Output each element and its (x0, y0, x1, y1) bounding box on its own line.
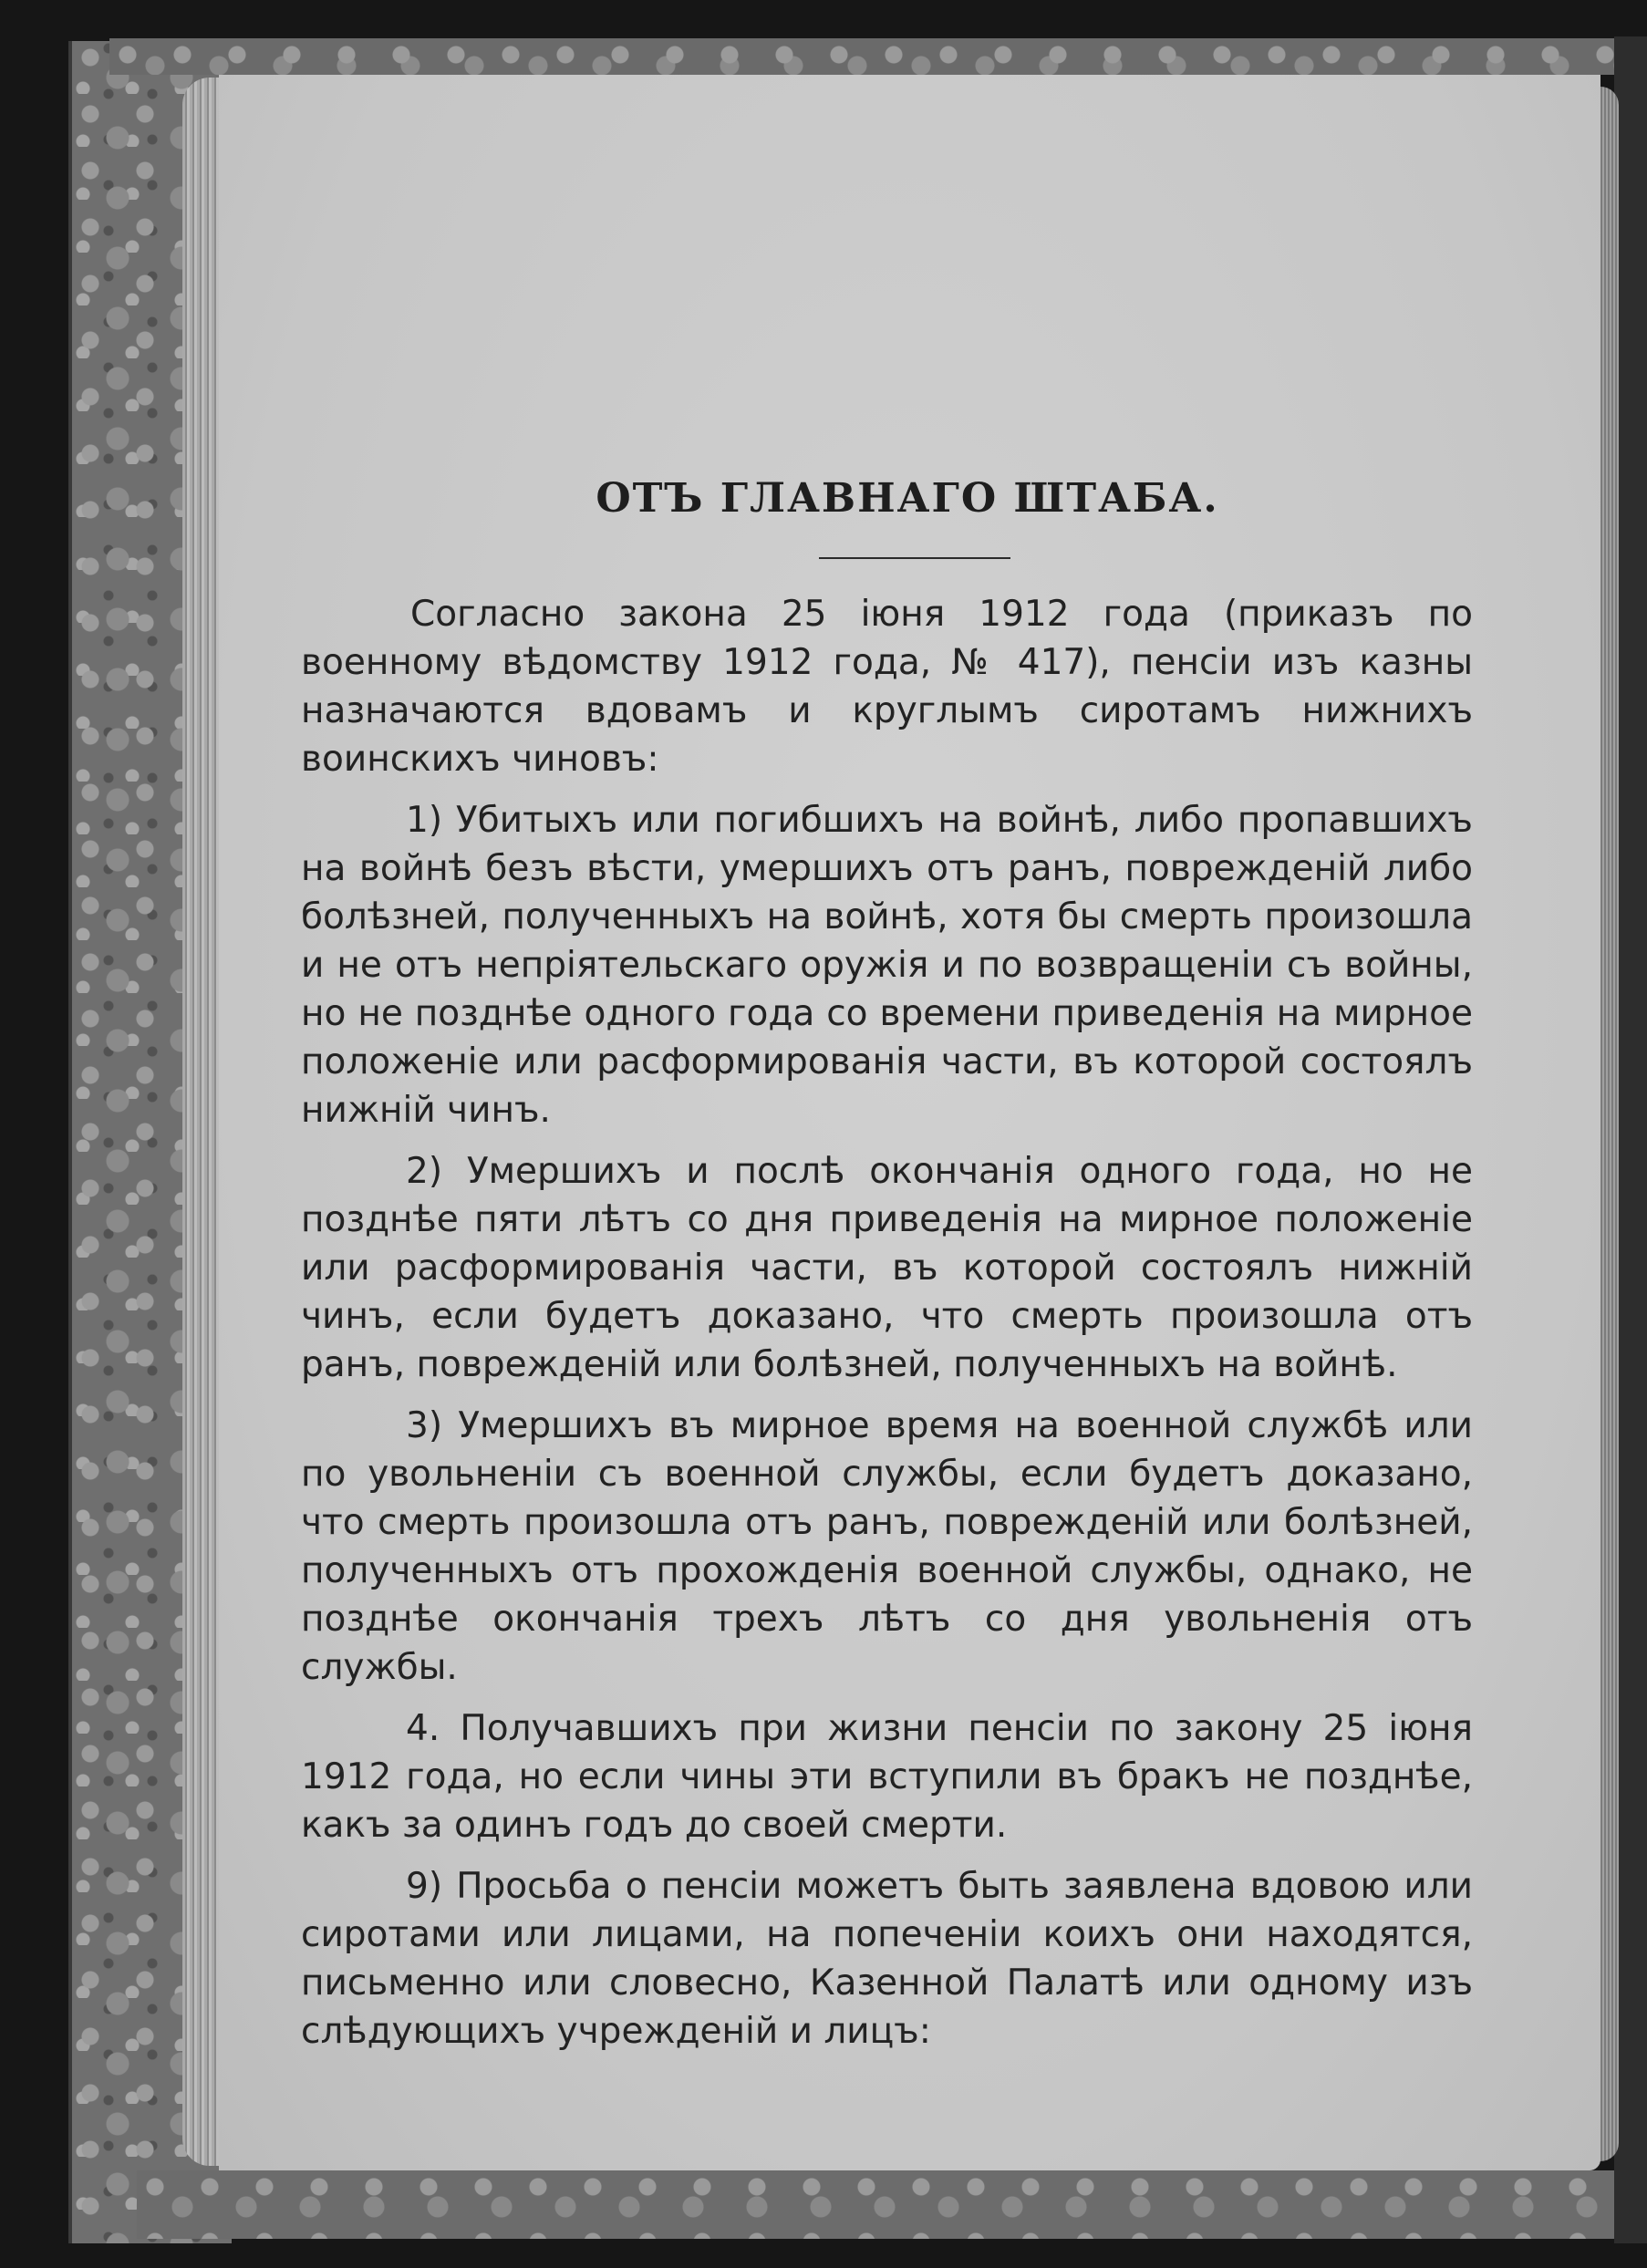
paragraph-item-4: 4. Получавшихъ при жизни пенсіи по закону 25 іюня 1912 года, но если чины эти вступили въ бракъ не позднѣе, какъ за одинъ годъ до своей смерти. (301, 1708, 1473, 1846)
paragraph-item-3: 3) Умершихъ въ мирное время на военной службѣ или по увольненіи съ военной службы, если будетъ доказано, что смерть произошла отъ ранъ, поврежденій или болѣзней, полученныхъ отъ прохожденія военной службы, однако, не позднѣе окончанія трехъ лѣтъ со дня увольненія отъ службы. (301, 1405, 1473, 1688)
paragraph-intro: Согласно закона 25 іюня 1912 года (приказъ по военному вѣдомству 1912 года, № 417), пенсіи изъ казны назначаются вдовамъ и круглымъ сиротамъ нижнихъ воинскихъ чиновъ: (301, 594, 1473, 780)
page-heading: ОТЪ ГЛАВНАГО ШТАБА. (596, 475, 1219, 522)
paragraph-item-1: 1) Убитыхъ или погибшихъ на войнѣ, либо пропавшихъ на войнѣ безъ вѣсти, умершихъ отъ ранъ, поврежденій либо болѣзней, полученныхъ на войнѣ, хотя бы смерть произошла и не отъ непріятельскаго оружія и по возвращеніи съ войны, но не позднѣе одного года со времени приведенія на мирное положеніе или расформированія части, въ которой состоялъ нижній чинъ. (301, 800, 1473, 1131)
marbled-cover-bottom (137, 2170, 1642, 2239)
text-block (301, 474, 1473, 2068)
paragraph-item-2: 2) Умершихъ и послѣ окончанія одного года, но не позднѣе пяти лѣтъ со дня приведенія на мирное положеніе или расформированія части, въ которой состоялъ нижній чинъ, если будетъ доказано, что смерть произошла отъ ранъ, поврежденій или болѣзней, полученныхъ на войнѣ. (301, 1151, 1473, 1385)
marbled-cover-top (109, 38, 1614, 75)
cover-spine-right (1614, 36, 1647, 2243)
heading-rule (819, 557, 1010, 559)
paragraph-item-9: 9) Просьба о пенсіи можетъ быть заявлена вдовою или сиротами или лицами, на попеченіи коихъ они находятся, письменно или словесно, Казенной Палатѣ или одному изъ слѣдующихъ учрежденій и лицъ: (301, 1866, 1473, 2052)
